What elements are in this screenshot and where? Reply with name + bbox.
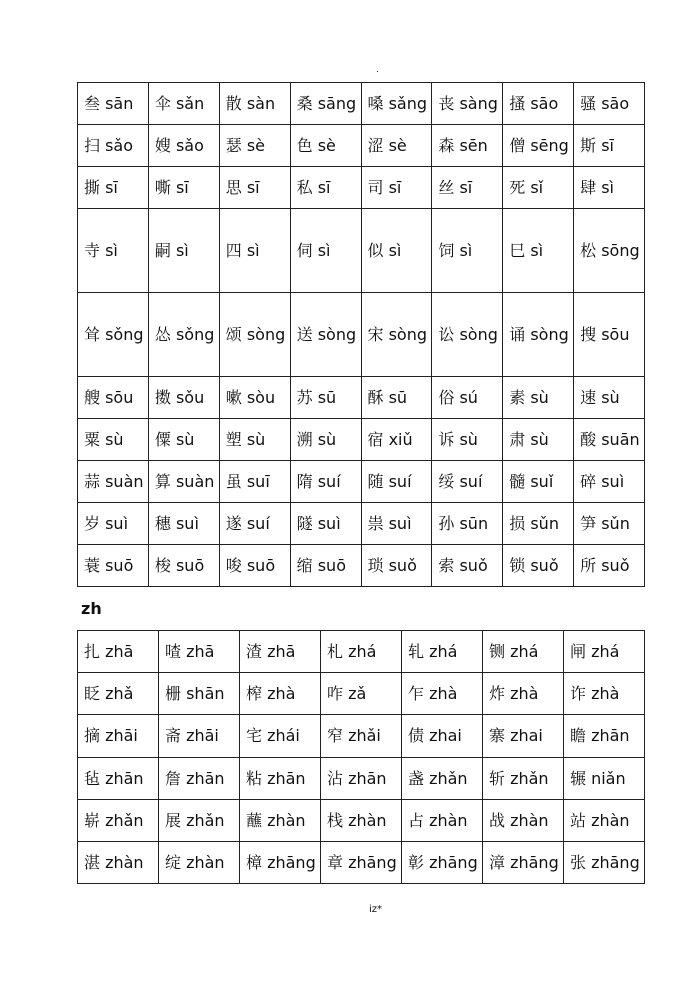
syllable-cell: 素 sù [503,377,574,419]
syllable-cell: 丝 sī [432,167,503,209]
syllable-cell: 扎 zhā [78,631,159,673]
syllable-cell: 斩 zhǎn [483,758,564,800]
syllable-cell: 饲 sì [432,209,503,293]
syllable-cell: 锁 suǒ [503,545,574,587]
syllable-cell: 森 sēn [432,125,503,167]
syllable-cell: 伞 sǎn [148,83,219,125]
syllable-cell: 涩 sè [361,125,432,167]
syllable-cell: 嗣 sì [148,209,219,293]
syllable-cell: 眨 zhǎ [78,673,159,715]
s-syllable-table [77,82,645,587]
syllable-cell: 盏 zhǎn [402,758,483,800]
table-row [78,419,645,461]
table-row [78,209,645,293]
zh-syllable-table [77,630,645,884]
syllable-cell: 瑟 sè [219,125,290,167]
syllable-cell: 诉 sù [432,419,503,461]
syllable-cell: 蒜 suàn [78,461,149,503]
syllable-cell: 嘶 sī [148,167,219,209]
syllable-cell: 宿 xiǔ [361,419,432,461]
syllable-cell: 讼 sòng [432,293,503,377]
syllable-cell: 随 suí [361,461,432,503]
syllable-cell: 岁 suì [78,503,149,545]
table-row [78,503,645,545]
table-row [78,631,645,673]
table-row [78,125,645,167]
syllable-cell: 札 zhá [321,631,402,673]
syllable-cell: 肆 sì [574,167,645,209]
syllable-cell: 瞻 zhān [564,715,645,758]
syllable-cell: 寨 zhai [483,715,564,758]
syllable-cell: 隋 suí [290,461,361,503]
syllable-cell: 塑 sù [219,419,290,461]
syllable-cell: 速 sù [574,377,645,419]
syllable-cell: 髓 suǐ [503,461,574,503]
syllable-cell: 隧 suì [290,503,361,545]
syllable-cell: 损 sǔn [503,503,574,545]
syllable-cell: 叁 sān [78,83,149,125]
syllable-cell: 艘 sōu [78,377,149,419]
syllable-cell: 所 suǒ [574,545,645,587]
table-row [78,461,645,503]
syllable-cell: 唆 suō [219,545,290,587]
syllable-cell: 战 zhàn [483,800,564,842]
syllable-cell: 彰 zhāng [402,842,483,884]
syllable-cell: 酸 suān [574,419,645,461]
syllable-cell: 宅 zhái [240,715,321,758]
syllable-cell: 债 zhai [402,715,483,758]
syllable-cell: 绽 zhàn [159,842,240,884]
syllable-cell: 思 sī [219,167,290,209]
syllable-cell: 栈 zhàn [321,800,402,842]
table-row [78,842,645,884]
syllable-cell: 粟 sù [78,419,149,461]
syllable-cell: 松 sōng [574,209,645,293]
syllable-cell: 咋 zǎ [321,673,402,715]
syllable-cell: 祟 suì [361,503,432,545]
syllable-cell: 闸 zhá [564,631,645,673]
syllable-cell: 崭 zhǎn [78,800,159,842]
syllable-cell: 伺 sì [290,209,361,293]
syllable-cell: 斋 zhāi [159,715,240,758]
table-row [78,293,645,377]
syllable-cell: 辗 niǎn [564,758,645,800]
syllable-cell: 占 zhàn [402,800,483,842]
table-row [78,83,645,125]
syllable-cell: 蓑 suō [78,545,149,587]
syllable-cell: 怂 sǒng [148,293,219,377]
syllable-cell: 私 sī [290,167,361,209]
syllable-cell: 诈 zhà [564,673,645,715]
syllable-cell: 喳 zhā [159,631,240,673]
syllable-cell: 俗 sú [432,377,503,419]
syllable-cell: 巳 sì [503,209,574,293]
syllable-cell: 乍 zhà [402,673,483,715]
table-row [78,758,645,800]
syllable-cell: 炸 zhà [483,673,564,715]
syllable-cell: 詹 zhān [159,758,240,800]
syllable-cell: 摘 zhāi [78,715,159,758]
syllable-cell: 湛 zhàn [78,842,159,884]
syllable-cell: 颂 sòng [219,293,290,377]
syllable-cell: 扫 sǎo [78,125,149,167]
syllable-cell: 酥 sū [361,377,432,419]
syllable-cell: 渣 zhā [240,631,321,673]
syllable-cell: 窄 zhǎi [321,715,402,758]
syllable-cell: 遂 suí [219,503,290,545]
syllable-cell: 宋 sòng [361,293,432,377]
syllable-cell: 肃 sù [503,419,574,461]
syllable-cell: 索 suǒ [432,545,503,587]
syllable-cell: 章 zhāng [321,842,402,884]
syllable-cell: 孙 sūn [432,503,503,545]
syllable-cell: 沾 zhān [321,758,402,800]
syllable-cell: 诵 sòng [503,293,574,377]
syllable-cell: 寺 sì [78,209,149,293]
syllable-cell: 送 sòng [290,293,361,377]
syllable-cell: 搜 sōu [574,293,645,377]
section-heading-zh: zh [81,599,102,618]
syllable-cell: 死 sǐ [503,167,574,209]
syllable-cell: 毡 zhān [78,758,159,800]
syllable-cell: 笋 sǔn [574,503,645,545]
syllable-cell: 散 sàn [219,83,290,125]
syllable-cell: 蘸 zhàn [240,800,321,842]
syllable-cell: 栅 shān [159,673,240,715]
syllable-cell: 展 zhǎn [159,800,240,842]
syllable-cell: 骚 sāo [574,83,645,125]
table-row [78,167,645,209]
syllable-cell: 嫂 sǎo [148,125,219,167]
table-row [78,545,645,587]
syllable-cell: 僧 sēng [503,125,574,167]
table-row [78,377,645,419]
syllable-cell: 碎 suì [574,461,645,503]
syllable-cell: 站 zhàn [564,800,645,842]
syllable-cell: 耸 sǒng [78,293,149,377]
syllable-cell: 漳 zhāng [483,842,564,884]
table-row [78,673,645,715]
table-row [78,800,645,842]
syllable-cell: 色 sè [290,125,361,167]
syllable-cell: 穗 suì [148,503,219,545]
syllable-cell: 缩 suō [290,545,361,587]
syllable-cell: 四 sì [219,209,290,293]
syllable-cell: 嗓 sǎng [361,83,432,125]
syllable-cell: 搔 sāo [503,83,574,125]
syllable-cell: 梭 suō [148,545,219,587]
syllable-cell: 铡 zhá [483,631,564,673]
syllable-cell: 苏 sū [290,377,361,419]
top-mark: . [376,65,379,75]
syllable-cell: 似 sì [361,209,432,293]
syllable-cell: 擞 sǒu [148,377,219,419]
syllable-cell: 樟 zhāng [240,842,321,884]
syllable-cell: 僳 sù [148,419,219,461]
syllable-cell: 桑 sāng [290,83,361,125]
table-row [78,715,645,758]
syllable-cell: 溯 sù [290,419,361,461]
syllable-cell: 司 sī [361,167,432,209]
syllable-cell: 斯 sī [574,125,645,167]
syllable-cell: 撕 sī [78,167,149,209]
syllable-cell: 榨 zhà [240,673,321,715]
syllable-cell: 轧 zhá [402,631,483,673]
syllable-cell: 算 suàn [148,461,219,503]
syllable-cell: 虽 suī [219,461,290,503]
syllable-cell: 张 zhāng [564,842,645,884]
syllable-cell: 绥 suí [432,461,503,503]
syllable-cell: 琐 suǒ [361,545,432,587]
page-footer-mark: iz* [369,904,383,915]
syllable-cell: 丧 sàng [432,83,503,125]
syllable-cell: 嗽 sòu [219,377,290,419]
syllable-cell: 粘 zhān [240,758,321,800]
